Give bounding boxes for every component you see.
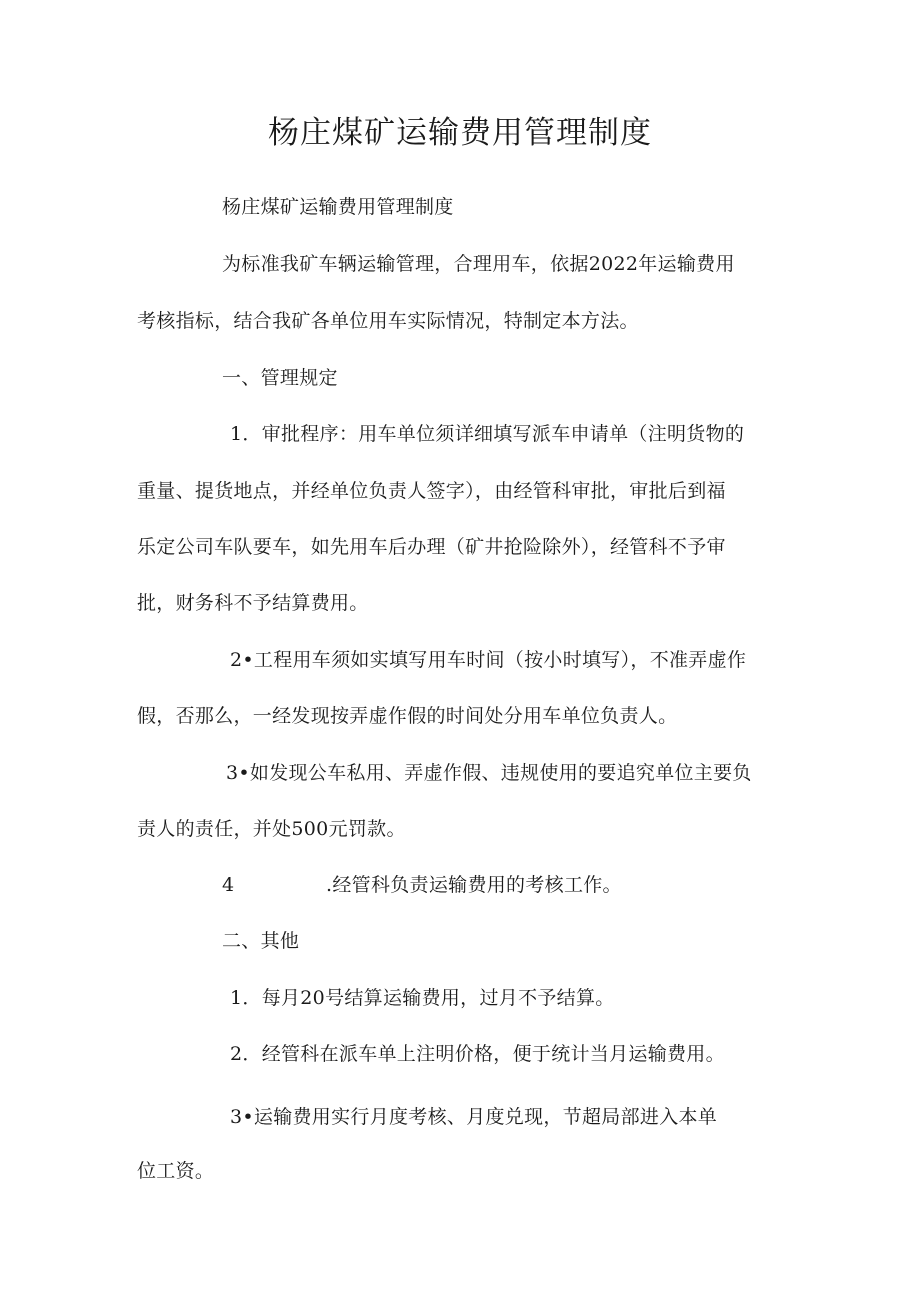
rule-2-line-1: 2•工程用车须如实填写用车时间（按小时填写），不准弄虚作 bbox=[230, 649, 747, 671]
rule-2-line-2: 假，否那么，一经发现按弄虚作假的时间处分用车单位负责人。 bbox=[137, 705, 678, 727]
rule-4-text: .经管科负责运输费用的考核工作。 bbox=[326, 874, 622, 896]
rule-4-number: 4 bbox=[222, 874, 235, 896]
section-heading-other: 二、其他 bbox=[222, 930, 300, 952]
rule-3-line-2: 责人的责任，并处500元罚款。 bbox=[137, 818, 406, 840]
document-title: 杨庄煤矿运输费用管理制度 bbox=[268, 115, 652, 151]
rule-3-line-1: 3•如发现公车私用、弄虚作假、违规使用的要追究单位主要负 bbox=[226, 762, 752, 784]
intro-paragraph-line-1: 为标准我矿车辆运输管理，合理用车，依据2022年运输费用 bbox=[222, 253, 735, 275]
intro-paragraph-line-2: 考核指标，结合我矿各单位用车实际情况，特制定本方法。 bbox=[137, 310, 639, 332]
other-item-3-line-1: 3•运输费用实行月度考核、月度兑现，节超局部进入本单 bbox=[230, 1106, 718, 1128]
other-item-2: 2．经管科在派车单上注明价格，便于统计当月运输费用。 bbox=[230, 1043, 725, 1065]
rule-1-line-1: 1．审批程序：用车单位须详细填写派车申请单（注明货物的 bbox=[230, 423, 745, 445]
other-item-1: 1．每月20号结算运输费用，过月不予结算。 bbox=[230, 987, 615, 1009]
rule-1-line-2: 重量、提货地点，并经单位负责人签字），由经管科审批，审批后到福 bbox=[137, 480, 726, 502]
document-subtitle: 杨庄煤矿运输费用管理制度 bbox=[222, 196, 454, 218]
other-item-3-line-2: 位工资。 bbox=[137, 1160, 215, 1182]
rule-1-line-4: 批，财务科不予结算费用。 bbox=[137, 592, 369, 614]
section-heading-management-rules: 一、管理规定 bbox=[222, 367, 338, 389]
rule-1-line-3: 乐定公司车队要车，如先用车后办理（矿井抢险除外），经管科不予审 bbox=[137, 536, 726, 558]
